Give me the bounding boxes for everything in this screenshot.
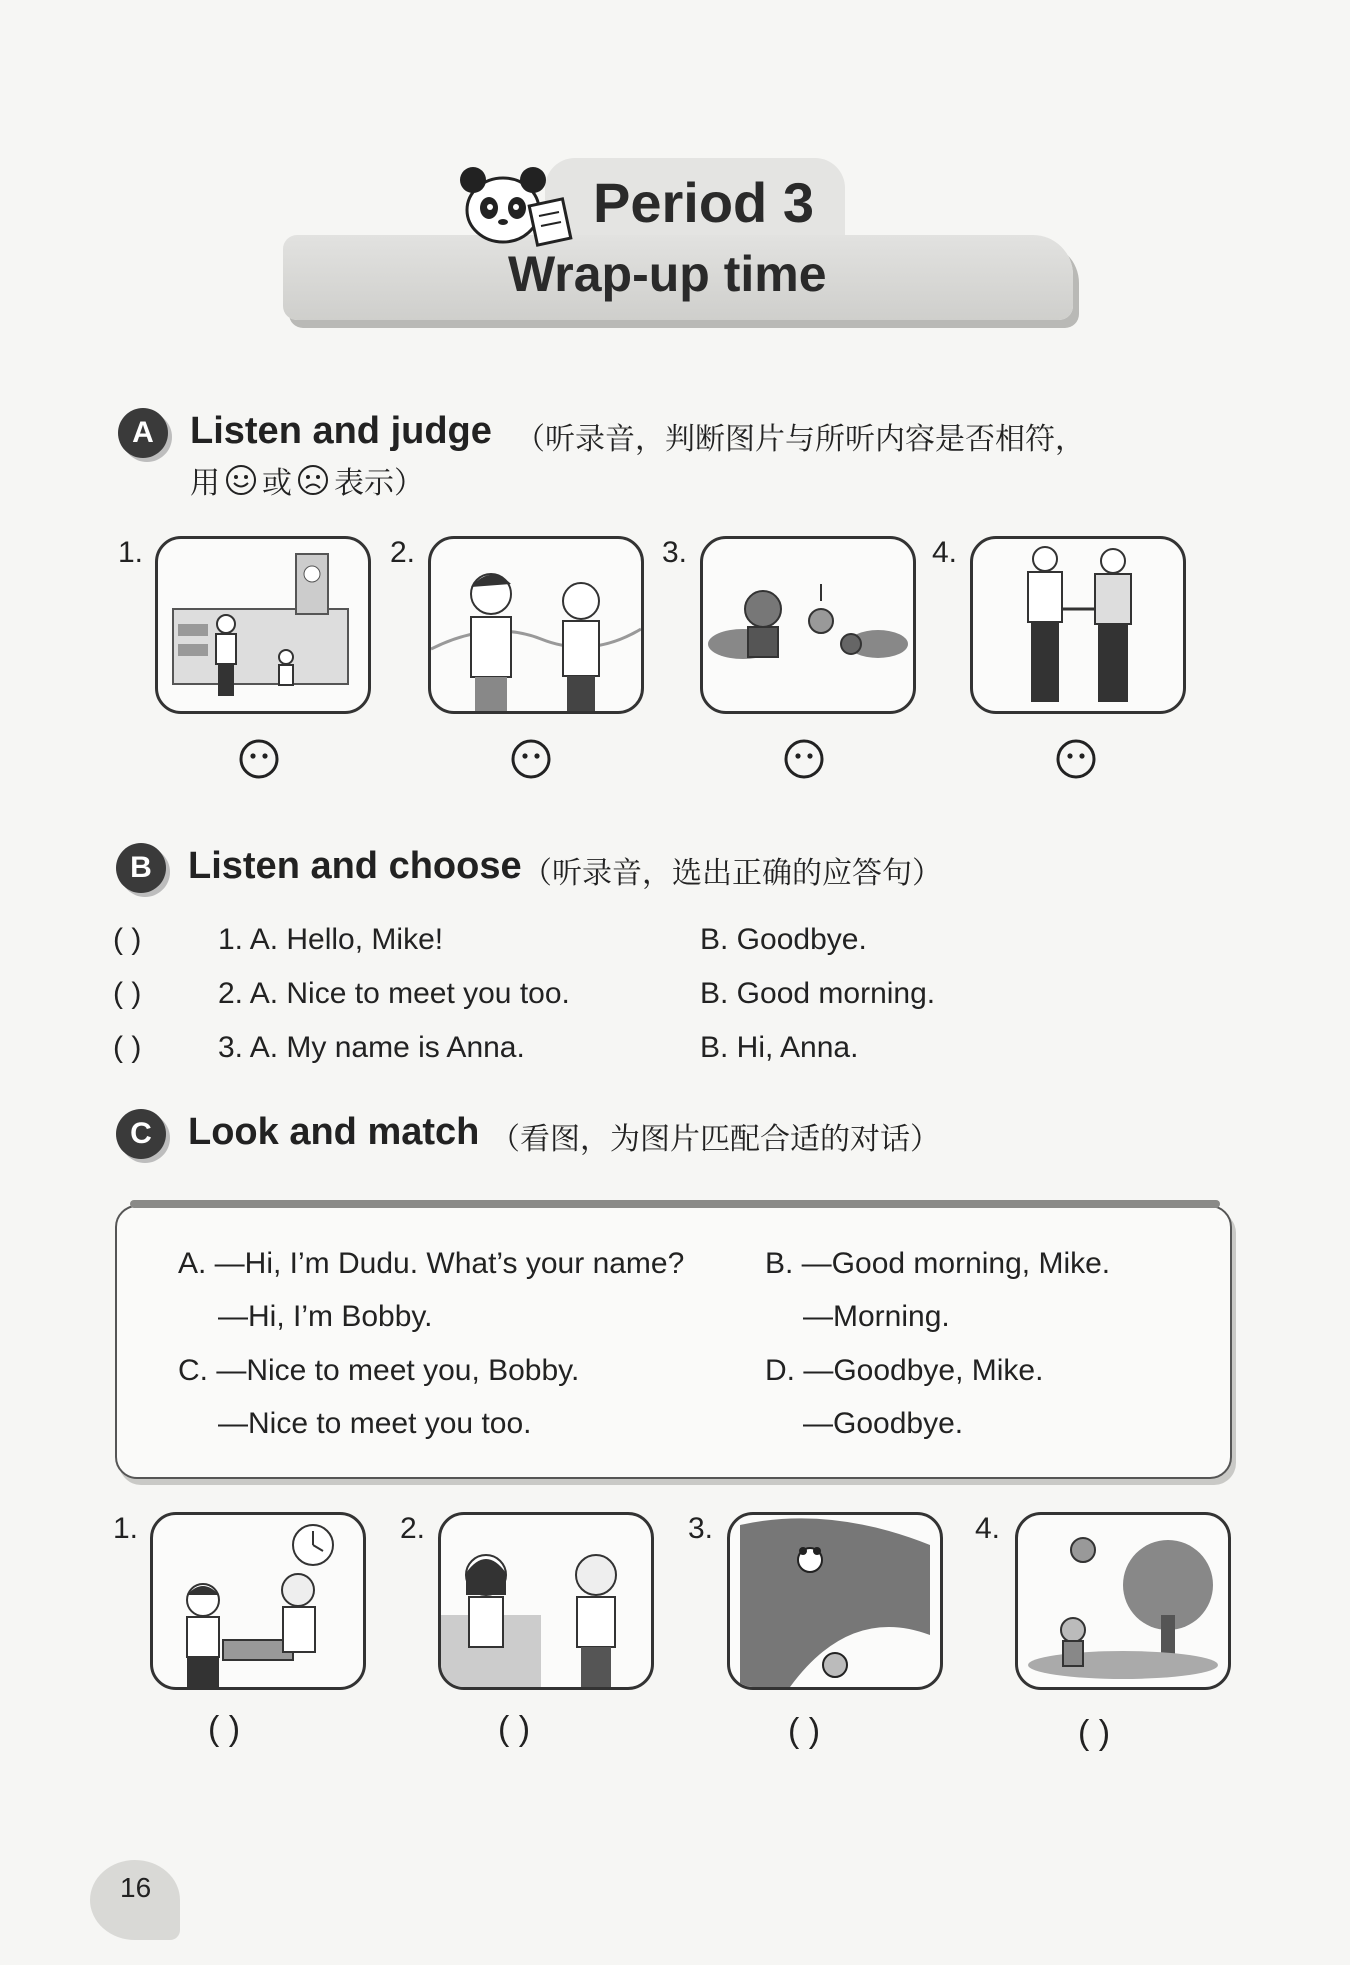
answer-bracket[interactable]: ( ) — [113, 1031, 142, 1064]
subtitle: Wrap-up time — [508, 246, 827, 302]
section-b-note: （听录音，选出正确的应答句） — [522, 856, 942, 891]
match-answer-1[interactable]: ( ) — [208, 1710, 241, 1748]
question-2-option-a: 2. A. Nice to meet you too. — [218, 977, 570, 1010]
c-item-3-number: 3. — [688, 1512, 714, 1545]
question-3-option-b: B. Hi, Anna. — [700, 1031, 859, 1064]
a-item-4-number: 4. — [932, 536, 958, 569]
section-b-title: Listen and choose — [188, 845, 522, 887]
question-3-option-a: 3. A. My name is Anna. — [218, 1031, 525, 1064]
cat-mouse-sun-picture — [700, 536, 916, 714]
question-1-option-b: B. Goodbye. — [700, 923, 867, 956]
sad-face-icon — [296, 463, 330, 497]
match-answer-3[interactable]: ( ) — [788, 1712, 821, 1750]
classroom-clock-picture — [150, 1512, 366, 1690]
c-item-1-number: 1. — [113, 1512, 139, 1545]
section-b-badge: B — [116, 843, 166, 893]
c-item-4-number: 4. — [975, 1512, 1001, 1545]
note-or: 或 — [262, 466, 292, 501]
dialogue-b-line2: —Morning. — [803, 1300, 950, 1333]
note-use: 用 — [190, 466, 220, 501]
dialogue-a-line1: A. —Hi, I’m Dudu. What’s your name? — [178, 1247, 685, 1280]
dialogue-a-line2: —Hi, I’m Bobby. — [218, 1300, 433, 1333]
dialogue-b-line1: B. —Good morning, Mike. — [765, 1247, 1111, 1280]
dialogue-box-edge — [130, 1200, 1220, 1208]
panda-in-tree-picture — [727, 1512, 943, 1690]
answer-bracket[interactable]: ( ) — [113, 923, 142, 956]
dialogue-d-line1: D. —Goodbye, Mike. — [765, 1354, 1044, 1387]
a-item-3-number: 3. — [662, 536, 688, 569]
dialogue-c-line1: C. —Nice to meet you, Bobby. — [178, 1354, 580, 1387]
question-1-option-a: 1. A. Hello, Mike! — [218, 923, 444, 956]
neutral-face-icon[interactable] — [510, 738, 552, 780]
a-item-1-number: 1. — [118, 536, 144, 569]
section-a-badge: A — [118, 408, 168, 458]
section-c-title: Look and match — [188, 1111, 480, 1153]
a-item-2-number: 2. — [390, 536, 416, 569]
period-title: Period 3 — [593, 171, 814, 234]
dialogue-c-line2: —Nice to meet you too. — [218, 1407, 532, 1440]
page-number: 16 — [120, 1872, 152, 1903]
school-clock-tower-picture — [155, 536, 371, 714]
section-a-note: （听录音，判断图片与所听内容是否相符， — [515, 422, 1085, 457]
smile-face-icon — [224, 463, 258, 497]
section-a-title: Listen and judge — [190, 410, 492, 452]
neutral-face-icon[interactable] — [783, 738, 825, 780]
note-show: 表示） — [334, 466, 424, 501]
girl-and-boy-greeting-picture — [438, 1512, 654, 1690]
section-c-note: （看图，为图片匹配合适的对话） — [490, 1122, 940, 1157]
section-a-note-line2 — [190, 458, 424, 502]
two-boys-waving-picture — [428, 536, 644, 714]
dialogue-d-line2: —Goodbye. — [803, 1407, 964, 1440]
section-c-badge: C — [116, 1109, 166, 1159]
panda-icon — [455, 160, 575, 250]
c-item-2-number: 2. — [400, 1512, 426, 1545]
question-2-option-b: B. Good morning. — [700, 977, 936, 1010]
men-shaking-hands-picture — [970, 536, 1186, 714]
match-answer-2[interactable]: ( ) — [498, 1710, 531, 1748]
match-answer-4[interactable]: ( ) — [1078, 1714, 1111, 1752]
neutral-face-icon[interactable] — [238, 738, 280, 780]
mouse-and-bird-tree-picture — [1015, 1512, 1231, 1690]
answer-bracket[interactable]: ( ) — [113, 977, 142, 1010]
neutral-face-icon[interactable] — [1055, 738, 1097, 780]
